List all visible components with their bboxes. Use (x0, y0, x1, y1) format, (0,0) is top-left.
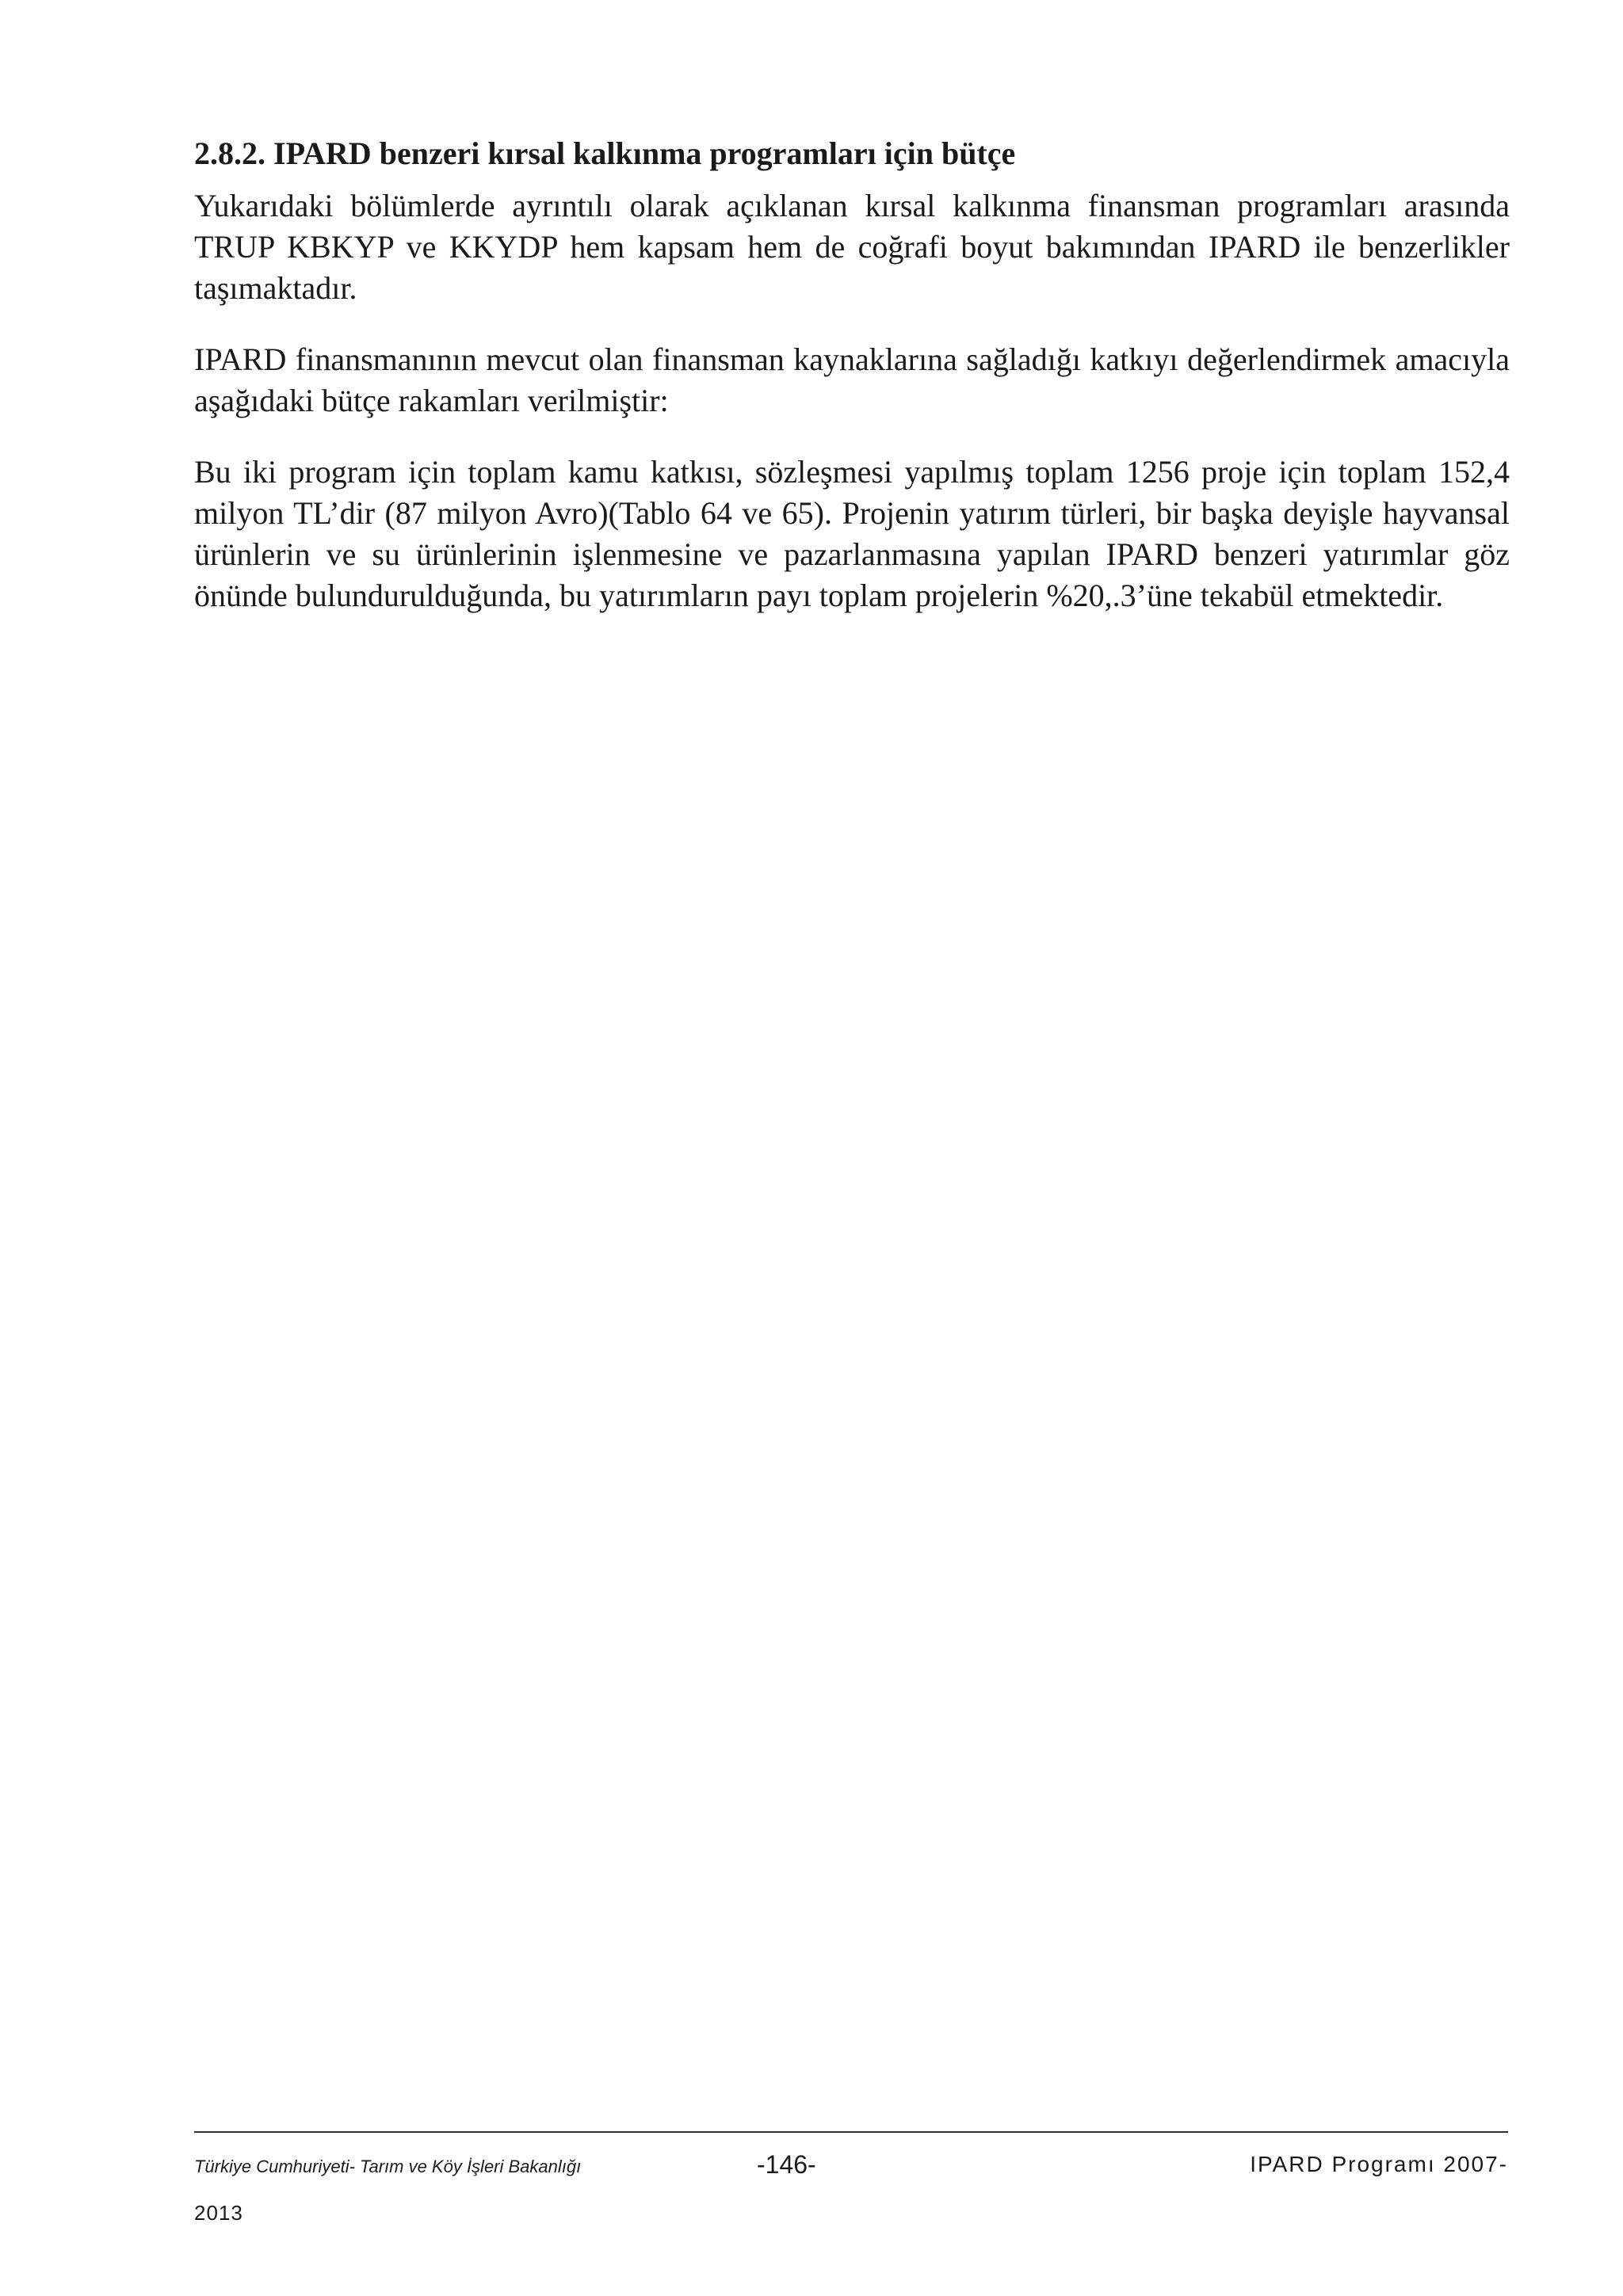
page-footer (194, 2149, 1508, 2244)
paragraph-1: Yukarıdaki bölümlerde ayrıntılı olarak açıklanan kırsal kalkınma finansman programları arasında TRUP KBKYP ve KKYDP hem kapsam hem de coğrafi boyut bakımından IPARD ile benzerlikler taşımaktadır. (194, 188, 1510, 306)
footer-divider (194, 2131, 1508, 2133)
section-heading: 2.8.2. IPARD benzeri kırsal kalkınma programları için bütçe (194, 135, 1016, 171)
footer-program-year: 2013 (194, 2201, 243, 2225)
paragraph-2: IPARD finansmanının mevcut olan finansman kaynaklarına sağladığı katkıyı değerlendirmek amacıyla aşağıdaki bütçe rakamları verilmiştir: (194, 341, 1510, 418)
footer-ministry: Türkiye Cumhuriyeti- Tarım ve Köy İşleri Bakanlığı (194, 2157, 582, 2176)
page-number: -146- (757, 2150, 816, 2179)
footer-program-title: IPARD Programı 2007- (1250, 2152, 1508, 2176)
page-content (194, 133, 1510, 646)
paragraph-3: Bu iki program için toplam kamu katkısı, sözleşmesi yapılmış toplam 1256 proje için toplam 152,4 milyon TL’dir (87 milyon Avro)(Tablo 64 ve 65). Projenin yatırım türleri, bir başka deyişle hayvansal ürünlerin ve su ürünlerinin işlenmesine ve pazarlanmasına yapılan IPARD benzeri yatırımlar göz önünde bulundurulduğunda, bu yatırımların payı toplam projelerin %20,.3’üne tekabül etmektedir. (194, 454, 1510, 613)
